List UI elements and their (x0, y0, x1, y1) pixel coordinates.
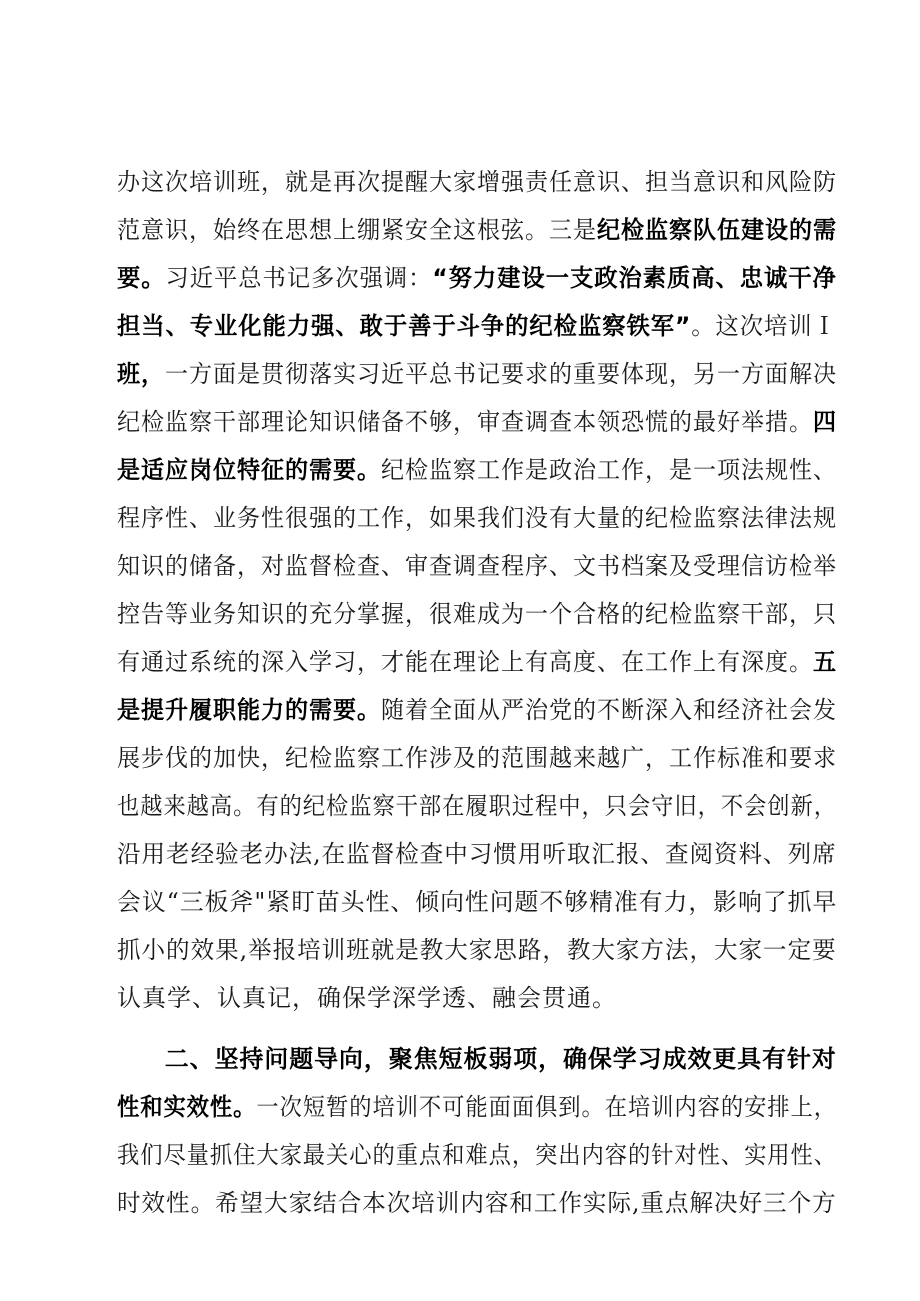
text-line (117, 542, 837, 590)
bold-text-run: 是适应岗位特征的需要。 (117, 456, 381, 484)
bold-text-run: 要。 (117, 264, 166, 292)
bold-text-run: 担当、专业化能力强、敢于善于斗争的纪检监察铁军” (117, 312, 692, 340)
text-line (117, 1179, 837, 1227)
text-line (117, 734, 837, 782)
document-body (117, 158, 837, 1227)
text-line (117, 638, 837, 686)
text-run: 也越来越高。有的纪检监察干部在履职过程中，只会守旧，不会创新， (117, 792, 837, 820)
text-run: 展步伐的加快，纪检监察工作涉及的范围越来越广，工作标准和要求 (117, 744, 837, 772)
text-line (117, 494, 837, 542)
text-run: 纪检监察工作是政治工作，是一项法规性、 (381, 456, 837, 484)
text-run: 抓小的效果,举报培训班就是教大家思路，教大家方法，大家一定要 (117, 936, 837, 964)
text-line (117, 686, 837, 734)
text-line (117, 1131, 837, 1179)
text-line (117, 1083, 837, 1131)
text-line (117, 926, 837, 974)
text-line (117, 878, 838, 926)
text-line (117, 254, 837, 302)
text-run: 一方面是贯彻落实习近平总书记要求的重要体现，另一方面解决 (165, 360, 837, 388)
bold-text-run: 班， (117, 360, 165, 388)
text-line (117, 782, 837, 830)
text-line (117, 1035, 837, 1083)
bold-text-run: 性和实效性。 (117, 1093, 257, 1121)
bold-text-run: 五 (813, 648, 837, 676)
text-run: 随着全面从严治党的不断深入和经济社会发 (381, 696, 837, 724)
bold-text-run: “努力建设一支政治素质高、忠诚干净 (432, 264, 837, 292)
text-run: 沿用老经验老办法,在监督检查中习惯用听取汇报、查阅资料、列席 (117, 840, 837, 868)
text-line (117, 398, 837, 446)
text-run: 知识的储备，对监督检查、审查调查程序、文书档案及受理信访检举 (117, 552, 837, 580)
bold-text-run: 是提升履职能力的需要。 (117, 696, 381, 724)
text-line (117, 158, 837, 206)
text-run: 纪检监察干部理论知识储备不够，审查调查本领恐慌的最好举措。 (117, 408, 813, 436)
text-run: 我们尽量抓住大家最关心的重点和难点，突出内容的针对性、实用性、 (117, 1141, 837, 1169)
text-line (117, 446, 837, 494)
text-line (117, 206, 837, 254)
bold-text-run: 纪检监察队伍建设的需 (597, 216, 837, 244)
text-run: 习近平总书记多次强调： (165, 264, 433, 292)
text-run: 。这次培训Ｉ (691, 312, 837, 340)
text-run: 会议“三板斧"紧盯苗头性、倾向性问题不够精准有力，影响了抓早 (117, 888, 838, 916)
text-run: 控告等业务知识的充分掌握，很难成为一个合格的纪检监察干部，只 (117, 600, 837, 628)
text-run: 有通过系统的深入学习，才能在理论上有高度、在工作上有深度。 (117, 648, 813, 676)
text-line (117, 830, 837, 878)
bold-text-run: 二、坚持问题导向，聚焦短板弱项，确保学习成效更具有针对 (164, 1045, 837, 1073)
text-run: 一次短暂的培训不可能面面俱到。在培训内容的安排上， (256, 1093, 837, 1121)
text-line (117, 302, 837, 350)
text-run: 范意识，始终在思想上绷紧安全这根弦。三是 (117, 216, 597, 244)
text-run: 办这次培训班，就是再次提醒大家增强责任意识、担当意识和风险防 (117, 168, 837, 196)
text-line (117, 974, 837, 1022)
text-run: 时效性。希望大家结合本次培训内容和工作实际,重点解决好三个方 (117, 1189, 837, 1217)
bold-text-run: 四 (813, 408, 837, 436)
text-line (117, 350, 837, 398)
text-run: 程序性、业务性很强的工作，如果我们没有大量的纪检监察法律法规 (117, 504, 837, 532)
text-run: 认真学、认真记，确保学深学透、融会贯通。 (117, 984, 617, 1012)
text-line (117, 590, 837, 638)
